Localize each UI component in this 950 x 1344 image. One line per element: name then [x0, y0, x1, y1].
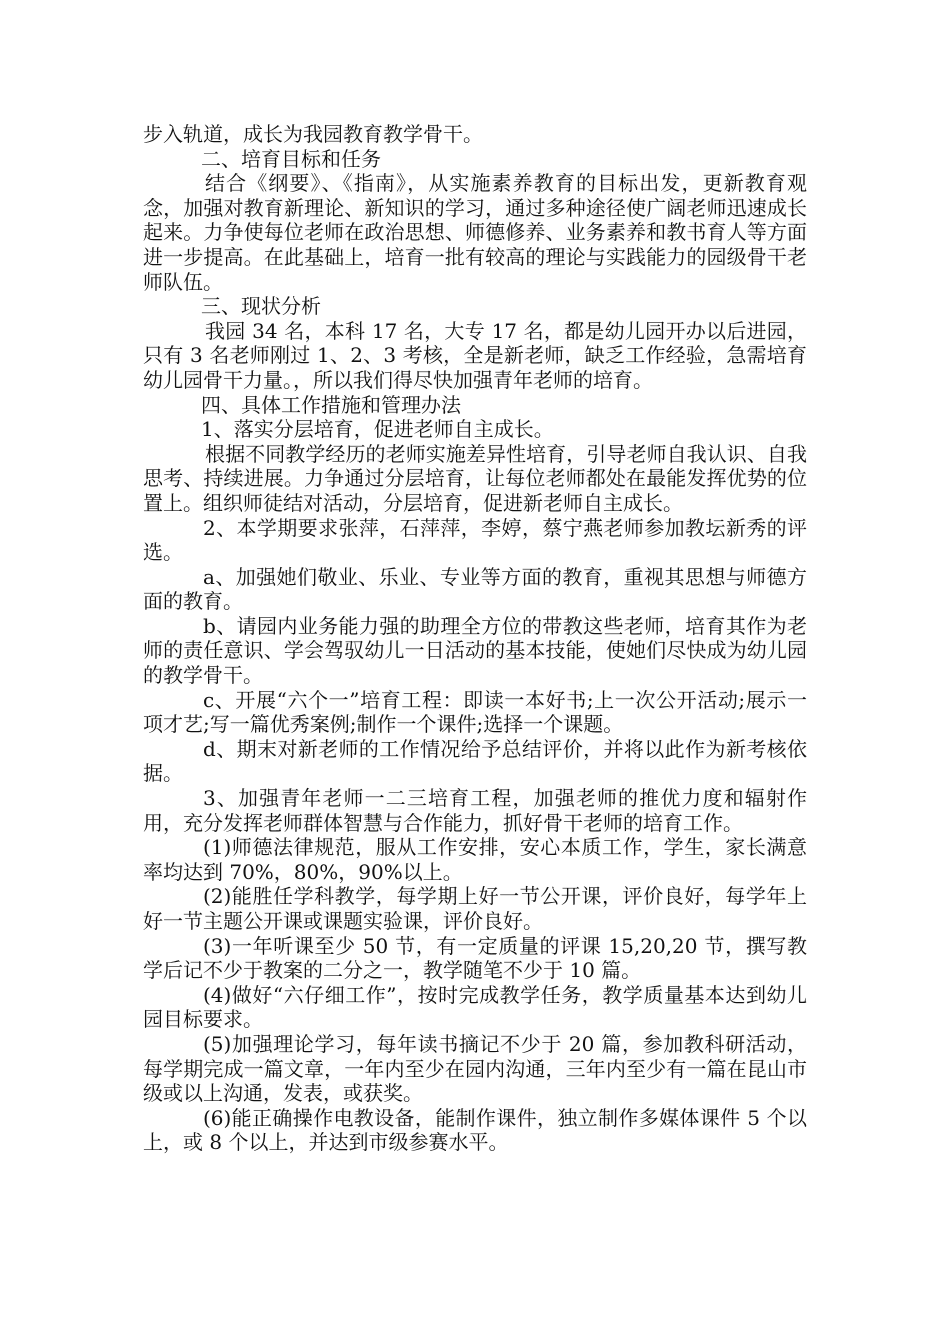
- paragraph-layered-training: 根据不同教学经历的老师实施差异性培育，引导老师自我认识、自我思考、持续进展。力争通过分层培育，让每位老师都处在最能发挥优势的位置上。组织师徒结对活动，分层培育，促进新老师自主成长。: [143, 441, 807, 515]
- paragraph-goals: 结合《纲要》、《指南》，从实施素养教育的目标出发，更新教育观念，加强对教育新理论、新知识的学习，通过多种途径使广阔老师迅速成长起来。力争使每位老师在政治思想、师德修养、业务素养和教书育人等方面进一步提高。在此基础上，培育一批有较高的理论与实践能力的园级骨干老师队伍。: [143, 171, 807, 294]
- list-item-c: c、开展“六个一”培育工程：即读一本好书;上一次公开活动;展示一项才艺;写一篇优秀案例;制作一个课件;选择一个课题。: [143, 687, 807, 737]
- list-item-5-paren: (5)加强理论学习，每年读书摘记不少于 20 篇，参加教科研活动，每学期完成一篇文章，一年内至少在园内沟通，三年内至少有一篇在昆山市级或以上沟通，发表，或获奖。: [143, 1031, 807, 1106]
- list-item-3-paren: (3)一年听课至少 50 节，有一定质量的评课 15,20,20 节，撰写教学后记不少于教案的二分之一，教学随笔不少于 10 篇。: [143, 933, 807, 983]
- section-heading-measures: 四、具体工作措施和管理办法: [201, 392, 461, 417]
- list-item-b: b、请园内业务能力强的助理全方位的带教这些老师，培育其作为老师的责任意识、学会驾驭幼儿一日活动的基本技能，使她们尽快成为幼儿园的教学骨干。: [143, 613, 807, 688]
- document-page: [143, 122, 807, 1155]
- list-item-3: 3、加强青年老师一二三培育工程，加强老师的推优力度和辐射作用，充分发挥老师群体智慧与合作能力，抓好骨干老师的培育工作。: [143, 786, 807, 835]
- list-item-d: d、期末对新老师的工作情况给予总结评价，并将以此作为新考核依据。: [143, 736, 807, 786]
- subheading-layered-training: 1、落实分层培育，促进老师自主成长。: [201, 417, 554, 442]
- list-item-2: 2、本学期要求张萍，石萍萍，李婷，蔡宁燕老师参加教坛新秀的评选。: [143, 515, 807, 565]
- list-item-4-paren: (4)做好“六仔细工作”，按时完成教学任务，教学质量基本达到幼儿园目标要求。: [143, 982, 807, 1032]
- list-item-2-paren: (2)能胜任学科教学，每学期上好一节公开课，评价良好，每学年上好一节主题公开课或课题实验课，评价良好。: [143, 884, 807, 933]
- section-heading-goals: 二、培育目标和任务: [201, 146, 381, 171]
- list-item-a: a、加强她们敬业、乐业、专业等方面的教育，重视其思想与师德方面的教育。: [143, 564, 807, 614]
- paragraph-continuation: 步入轨道，成长为我园教育教学骨干。: [143, 122, 483, 146]
- list-item-6-paren: (6)能正确操作电教设备，能制作课件，独立制作多媒体课件 5 个以上，或 8 个以上，并达到市级参赛水平。: [143, 1105, 807, 1155]
- paragraph-status: 我园 34 名，本科 17 名，大专 17 名，都是幼儿园开办以后进园，只有 3 名老师刚过 1、2、3 考核，全是新老师，缺乏工作经验，急需培育幼儿园骨干力量。，所以我们得尽快加强青年老师的培育。: [143, 318, 807, 392]
- section-heading-status: 三、现状分析: [201, 294, 321, 319]
- list-item-1-paren: (1)师德法律规范，服从工作安排，安心本质工作，学生，家长满意率均达到 70%，80%，90%以上。: [143, 835, 807, 884]
